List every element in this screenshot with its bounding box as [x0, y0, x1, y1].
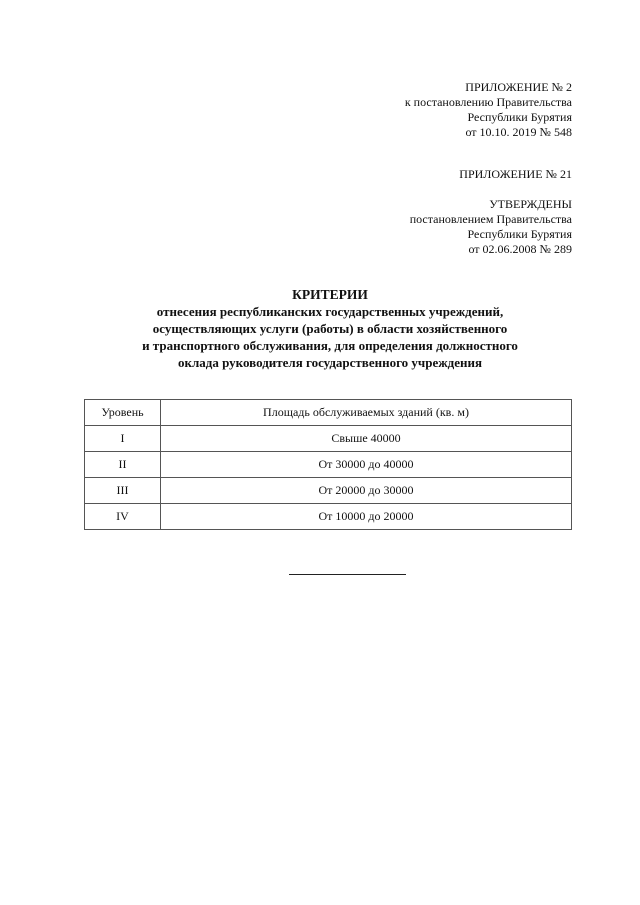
area-cell: Свыше 40000 — [161, 426, 572, 452]
closing-divider — [289, 574, 406, 575]
appendix-2-header — [405, 80, 572, 140]
approval-title: УТВЕРЖДЕНЫ — [489, 197, 572, 211]
approval-block — [410, 197, 572, 257]
table-row — [85, 452, 572, 478]
area-cell: От 20000 до 30000 — [161, 478, 572, 504]
title-line-1: отнесения республиканских государственных учреждений, — [156, 304, 504, 319]
table-row — [85, 426, 572, 452]
header-area: Площадь обслуживаемых зданий (кв. м) — [161, 400, 572, 426]
title-heading: КРИТЕРИИ — [292, 287, 368, 302]
appendix-21-title: ПРИЛОЖЕНИЕ № 21 — [459, 167, 572, 181]
criteria-table — [84, 399, 572, 530]
appendix-2-title: ПРИЛОЖЕНИЕ № 2 — [465, 80, 572, 94]
approval-reference: постановлением Правительства — [409, 212, 572, 226]
appendix-21-header — [459, 167, 572, 182]
appendix-2-republic: Республики Бурятия — [467, 110, 572, 124]
title-line-4: оклада руководителя государственного учреждения — [177, 355, 483, 370]
table-row — [85, 478, 572, 504]
level-cell: II — [85, 452, 161, 478]
appendix-2-date: от 10.10. 2019 № 548 — [465, 125, 572, 139]
header-level: Уровень — [85, 400, 161, 426]
area-cell: От 30000 до 40000 — [161, 452, 572, 478]
appendix-2-reference: к постановлению Правительства — [404, 95, 572, 109]
approval-date: от 02.06.2008 № 289 — [468, 242, 572, 256]
level-cell: I — [85, 426, 161, 452]
approval-republic: Республики Бурятия — [467, 227, 572, 241]
level-cell: III — [85, 478, 161, 504]
table-header-row — [85, 400, 572, 426]
title-line-2: осуществляющих услуги (работы) в области хозяйственного — [152, 321, 508, 336]
title-line-3: и транспортного обслуживания, для определения должностного — [142, 338, 518, 353]
area-cell: От 10000 до 20000 — [161, 504, 572, 530]
document-title — [0, 286, 640, 371]
table-row — [85, 504, 572, 530]
level-cell: IV — [85, 504, 161, 530]
